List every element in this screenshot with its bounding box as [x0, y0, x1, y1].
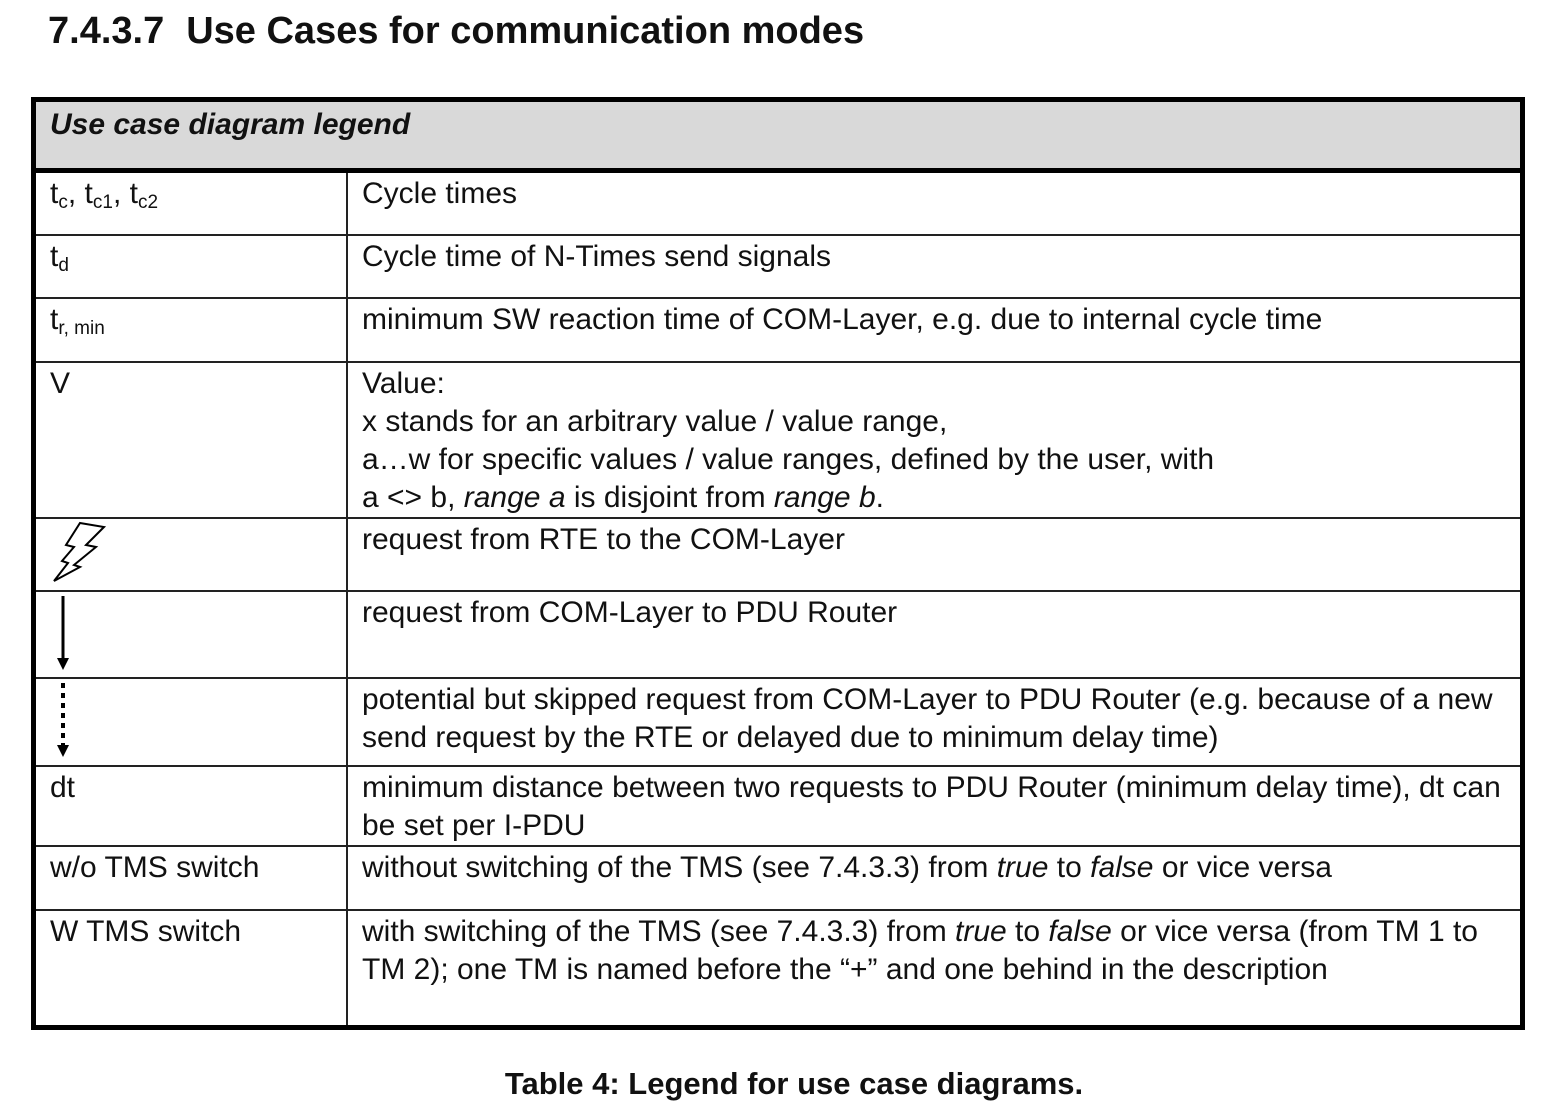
description-cell: minimum distance between two requests to PDU Router (minimum delay time), dt can be set per I-PDU — [347, 766, 1523, 846]
table-row — [34, 171, 1523, 235]
dotted-down-arrow-icon — [50, 681, 80, 761]
table-row — [34, 678, 1523, 766]
table-caption: Table 4: Legend for use case diagrams. — [504, 1066, 1084, 1101]
description-cell: Cycle times — [347, 171, 1523, 235]
section-heading — [48, 10, 864, 53]
description-cell: minimum SW reaction time of COM-Layer, e.g. due to internal cycle time — [347, 298, 1523, 362]
description-cell: with switching of the TMS (see 7.4.3.3) from true to false or vice versa (from TM 1 to TM 2); one TM is named before the “+” and one behind in the description — [347, 910, 1523, 1028]
symbol-cell: V — [34, 362, 348, 518]
symbol-cell — [34, 518, 348, 591]
table-row — [34, 910, 1523, 1028]
table-row — [34, 298, 1523, 362]
symbol-cell — [34, 678, 348, 766]
symbol-cell: dt — [34, 766, 348, 846]
symbol-cell: w/o TMS switch — [34, 846, 348, 910]
section-title: Use Cases for communication modes — [186, 10, 865, 52]
symbol-cell: $t_c$, $t_{c1}$, $t_{c2}$ — [34, 171, 348, 235]
legend-table — [31, 97, 1525, 1030]
legend-header-row — [34, 100, 1523, 171]
description-cell: request from RTE to the COM-Layer — [347, 518, 1523, 591]
lightning-bolt-icon — [50, 521, 110, 583]
description-cell: request from COM-Layer to PDU Router — [347, 591, 1523, 678]
symbol-cell: $t_{r, min}$ — [34, 298, 348, 362]
description-cell: potential but skipped request from COM-Layer to PDU Router (e.g. because of a new send request by the RTE or delayed due to minimum delay time) — [347, 678, 1523, 766]
table-row — [34, 846, 1523, 910]
table-row — [34, 591, 1523, 678]
legend-title: Use case diagram legend — [34, 100, 1523, 171]
section-number: 7.4.3.7 — [48, 10, 165, 52]
symbol-cell: W TMS switch — [34, 910, 348, 1028]
table-row — [34, 235, 1523, 298]
symbol-cell: $t_d$ — [34, 235, 348, 298]
symbol-cell — [34, 591, 348, 678]
solid-down-arrow-icon — [50, 594, 80, 674]
description-cell: Value: x stands for an arbitrary value / value range, a…w for specific values / value ranges, defined by the user, with a <> b, range a is disjoint from range b. — [347, 362, 1523, 518]
table-row — [34, 362, 1523, 518]
description-cell: without switching of the TMS (see 7.4.3.3) from true to false or vice versa — [347, 846, 1523, 910]
table-row — [34, 518, 1523, 591]
table-row — [34, 766, 1523, 846]
description-cell: Cycle time of N-Times send signals — [347, 235, 1523, 298]
